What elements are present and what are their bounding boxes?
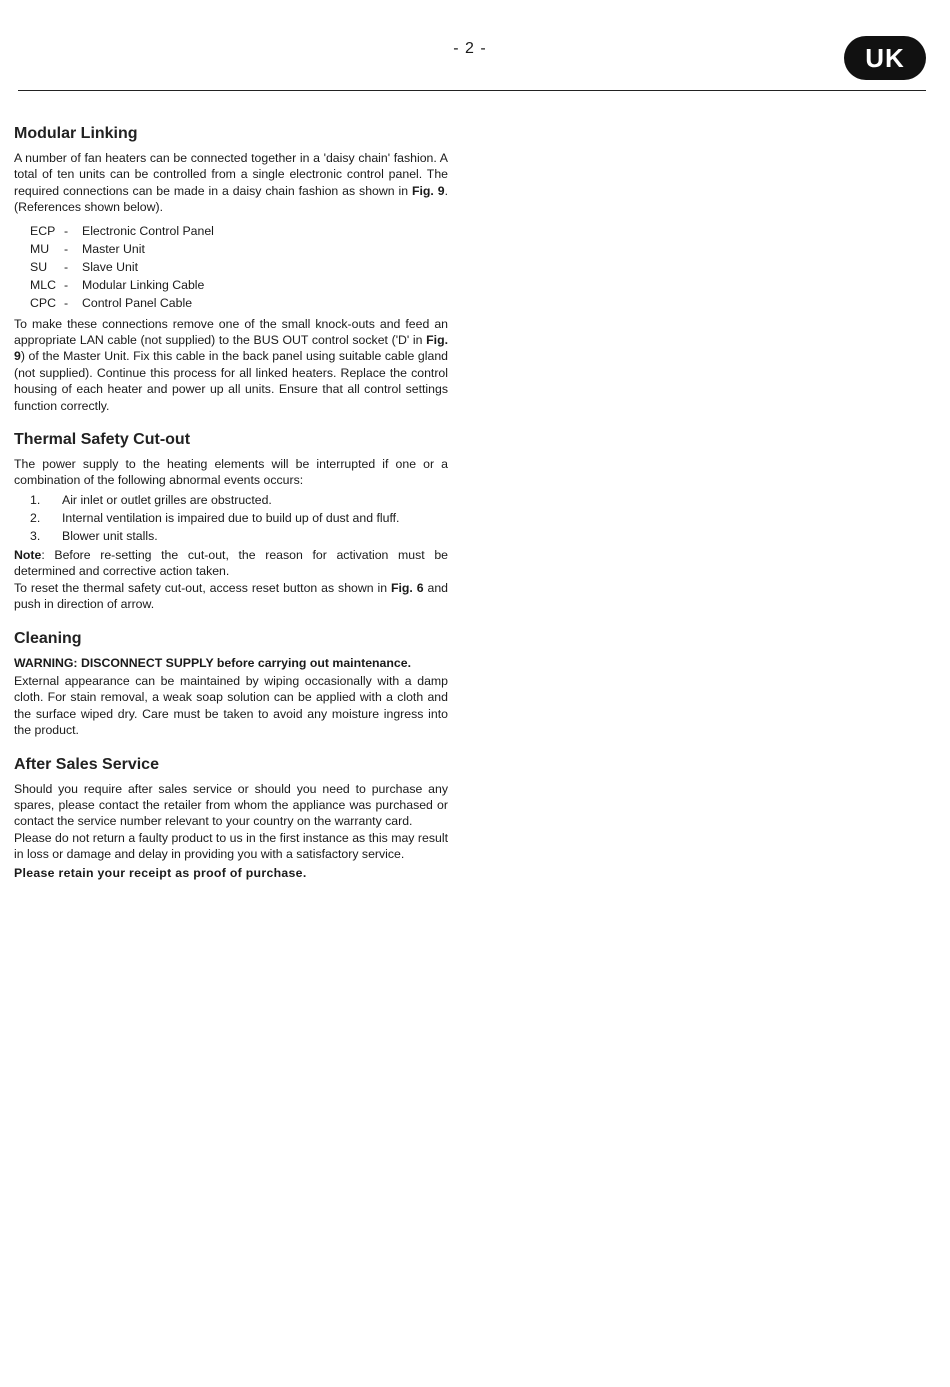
modular-linking-intro	[14, 150, 448, 216]
fig-reference: Fig. 9	[411, 183, 445, 198]
after-sales-para-1: Should you require after sales service or should you need to purchase any spares, please contact the retailer from whom the appliance was purchased or contact the service number relevant to your country on the warranty card.	[14, 781, 448, 829]
item-number: 3.	[30, 528, 41, 543]
section-cleaning	[14, 629, 448, 739]
abbreviation-item	[30, 294, 448, 312]
intro-text-a: A number of fan heaters can be connected together in a 'daisy chain' fashion. A total of ten units can be controlled from a single electronic control panel. The required connections can be made in a daisy chain fashion as shown in	[14, 151, 448, 198]
fig-reference: Fig. 9	[14, 333, 448, 364]
note-label: Note	[14, 547, 42, 562]
cleaning-warning: WARNING: DISCONNECT SUPPLY before carrying out maintenance.	[14, 655, 411, 670]
after-sales-heading: After Sales Service	[14, 755, 159, 773]
abnormal-events-list	[30, 491, 448, 545]
intro-text-b: . (References shown below).	[14, 183, 448, 215]
item-number: 1.	[30, 492, 41, 507]
item-text: Internal ventilation is impaired due to build up of dust and fluff.	[62, 510, 400, 525]
item-number: 2.	[30, 510, 41, 525]
main-content	[14, 124, 448, 897]
abbr-value: Modular Linking Cable	[82, 277, 205, 292]
modular-linking-heading: Modular Linking	[14, 125, 138, 142]
thermal-note	[14, 547, 448, 580]
page-number: - 2 -	[453, 40, 487, 57]
item-text: Blower unit stalls.	[62, 528, 158, 543]
thermal-reset	[14, 580, 448, 613]
body-text-b: ) of the Master Unit. Fix this cable in the back panel using suitable cable gland (not supplied). Continue this process for all linked heaters. Replace the control housing of each heater and power up all units. Ensure that all control settings function correctly.	[14, 349, 448, 413]
abbr-key: CPC	[30, 295, 56, 310]
abbr-value: Slave Unit	[82, 259, 139, 274]
abbreviation-item	[30, 258, 448, 276]
list-item	[30, 527, 448, 545]
section-modular-linking	[14, 124, 448, 414]
note-text: : Before re-setting the cut-out, the reason for activation must be determined and corrective action taken.	[14, 547, 448, 579]
thermal-intro: The power supply to the heating elements will be interrupted if one or a combination of the following abnormal events occurs:	[14, 457, 448, 488]
abbreviation-item	[30, 276, 448, 294]
after-sales-para-2: Please do not return a faulty product to us in the first instance as this may result in loss or damage and delay in providing you with a satisfactory service.	[14, 830, 448, 862]
abbr-value: Master Unit	[82, 241, 145, 256]
item-text: Air inlet or outlet grilles are obstructed.	[62, 492, 272, 507]
abbreviation-item	[30, 240, 448, 258]
list-item	[30, 509, 448, 527]
abbr-value: Electronic Control Panel	[82, 223, 214, 238]
abbr-dash: -	[64, 295, 69, 310]
section-thermal-safety	[14, 430, 448, 612]
body-text-a: To make these connections remove one of the small knock-outs and feed an appropriate LAN cable (not supplied) to the BUS OUT control socket ('D' in	[14, 316, 448, 348]
abbreviation-item	[30, 222, 448, 240]
abbr-key: MU	[30, 241, 50, 256]
abbr-key: SU	[30, 259, 48, 274]
modular-linking-body	[14, 316, 448, 414]
cleaning-body: External appearance can be maintained by wiping occasionally with a damp cloth. For stain removal, a weak soap solution can be applied with a cloth and the surface wiped dry. Care must be taken to avoid any moisture ingress into the product.	[14, 673, 448, 738]
abbr-value: Control Panel Cable	[82, 295, 193, 310]
abbr-dash: -	[64, 277, 69, 292]
abbr-key: ECP	[30, 223, 56, 238]
reset-text-b: and push in direction of arrow.	[14, 580, 448, 612]
abbr-key: MLC	[30, 277, 56, 292]
thermal-safety-heading: Thermal Safety Cut-out	[14, 431, 191, 449]
cleaning-heading: Cleaning	[14, 629, 82, 647]
abbr-dash: -	[64, 241, 69, 256]
section-after-sales	[14, 755, 448, 881]
abbreviation-list	[30, 222, 448, 312]
reset-text-a: To reset the thermal safety cut-out, access reset button as shown in	[14, 580, 391, 595]
language-badge: UK	[844, 36, 926, 80]
abbr-dash: -	[64, 259, 69, 274]
retain-receipt-note: Please retain your receipt as proof of purchase.	[14, 865, 307, 880]
list-item	[30, 491, 448, 509]
fig-reference: Fig. 6	[390, 580, 424, 595]
abbr-dash: -	[64, 223, 69, 238]
header-divider	[18, 90, 926, 91]
